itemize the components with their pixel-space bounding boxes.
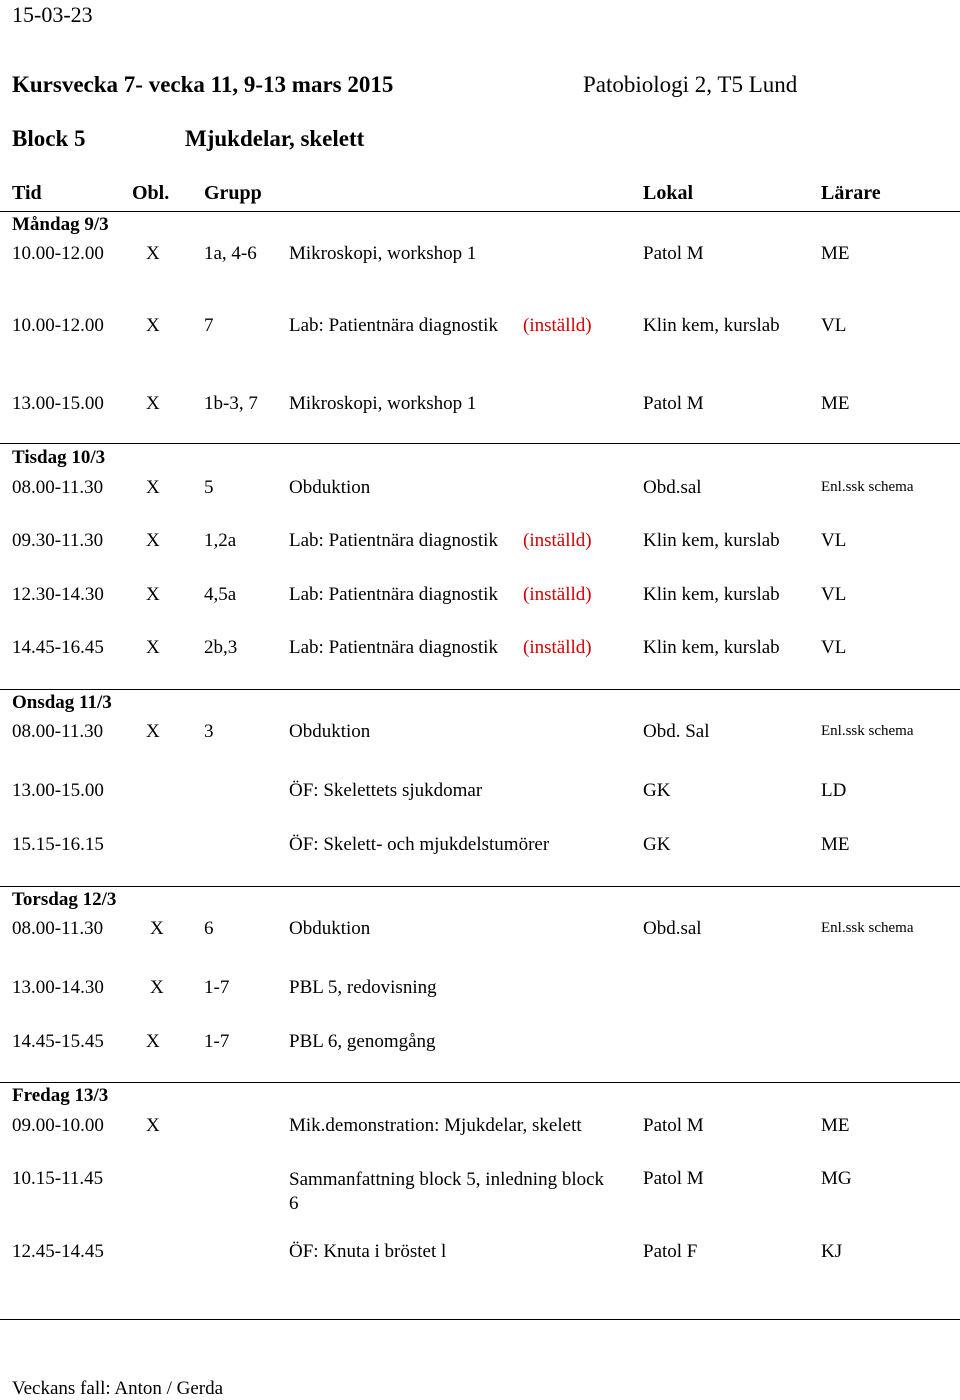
- row-time: 10.00-12.00: [12, 315, 104, 336]
- row-group: 1b-3, 7: [204, 393, 258, 414]
- row-activity: Mik.demonstration: Mjukdelar, skelett: [289, 1115, 582, 1136]
- document-date: 15-03-23: [12, 2, 93, 27]
- row-teacher: Enl.ssk schema: [821, 920, 914, 936]
- row-activity: Lab: Patientnära diagnostik: [289, 315, 498, 336]
- row-time: 09.00-10.00: [12, 1115, 104, 1136]
- row-activity: Lab: Patientnära diagnostik: [289, 637, 498, 658]
- block-name: Mjukdelar, skelett: [185, 126, 365, 151]
- row-obl: X: [146, 477, 160, 498]
- row-teacher: ME: [821, 834, 850, 855]
- divider: [0, 886, 960, 887]
- row-activity: Obduktion: [289, 477, 371, 498]
- row-activity: Lab: Patientnära diagnostik: [289, 584, 498, 605]
- row-obl: X: [146, 637, 160, 658]
- row-obl: X: [146, 393, 160, 414]
- day-heading-thursday: Torsdag 12/3: [12, 889, 117, 910]
- divider: [0, 689, 960, 690]
- row-activity: ÖF: Knuta i bröstet l: [289, 1241, 447, 1262]
- row-activity: PBL 6, genomgång: [289, 1031, 436, 1052]
- row-lokal: Obd.sal: [643, 477, 702, 498]
- row-time: 12.30-14.30: [12, 584, 104, 605]
- row-time: 14.45-15.45: [12, 1031, 104, 1052]
- row-lokal: Patol M: [643, 243, 704, 264]
- row-lokal: Patol F: [643, 1241, 698, 1262]
- day-heading-wednesday: Onsdag 11/3: [12, 692, 112, 713]
- row-time: 13.00-15.00: [12, 393, 104, 414]
- column-header-larare: Lärare: [821, 182, 881, 204]
- row-teacher: Enl.ssk schema: [821, 479, 914, 495]
- row-teacher: VL: [821, 315, 847, 336]
- row-group: 6: [204, 918, 214, 939]
- row-teacher: MG: [821, 1168, 852, 1189]
- row-teacher: VL: [821, 530, 847, 551]
- day-heading-tuesday: Tisdag 10/3: [12, 447, 106, 468]
- row-activity: Obduktion: [289, 721, 371, 742]
- divider: [0, 211, 960, 212]
- row-time: 12.45-14.45: [12, 1241, 104, 1262]
- row-group: 2b,3: [204, 637, 238, 658]
- row-obl: X: [150, 977, 164, 998]
- course-name: Patobiologi 2, T5 Lund: [583, 72, 798, 97]
- row-group: 3: [204, 721, 214, 742]
- row-obl: X: [146, 243, 160, 264]
- column-header-grupp: Grupp: [204, 182, 262, 204]
- row-activity: ÖF: Skelett- och mjukdelstumörer: [289, 834, 550, 855]
- row-activity: Lab: Patientnära diagnostik: [289, 530, 498, 551]
- row-obl: X: [146, 584, 160, 605]
- row-lokal: GK: [643, 780, 671, 801]
- row-group: 7: [204, 315, 214, 336]
- row-obl: X: [150, 918, 164, 939]
- divider: [0, 443, 960, 444]
- day-heading-monday: Måndag 9/3: [12, 214, 109, 235]
- divider: [0, 1082, 960, 1083]
- row-lokal: Patol M: [643, 1115, 704, 1136]
- row-activity: Obduktion: [289, 918, 371, 939]
- row-time: 09.30-11.30: [12, 530, 104, 551]
- row-group: 1-7: [204, 977, 230, 998]
- row-group: 5: [204, 477, 214, 498]
- row-group: 1-7: [204, 1031, 230, 1052]
- row-obl: X: [146, 1031, 160, 1052]
- column-header-lokal: Lokal: [643, 182, 694, 204]
- column-header-obl: Obl.: [132, 182, 170, 204]
- row-activity: Mikroskopi, workshop 1: [289, 243, 477, 264]
- row-lokal: Patol M: [643, 393, 704, 414]
- block-number: Block 5: [12, 126, 86, 151]
- row-activity: PBL 5, redovisning: [289, 977, 437, 998]
- cancelled-note: (inställd): [523, 584, 592, 605]
- row-time: 13.00-14.30: [12, 977, 104, 998]
- divider: [0, 1319, 960, 1320]
- column-header-tid: Tid: [12, 182, 42, 204]
- row-activity: Mikroskopi, workshop 1: [289, 393, 477, 414]
- row-teacher: ME: [821, 243, 850, 264]
- row-obl: X: [146, 1115, 160, 1136]
- row-obl: X: [146, 530, 160, 551]
- page-title: Kursvecka 7- vecka 11, 9-13 mars 2015: [12, 72, 394, 97]
- row-time: 10.00-12.00: [12, 243, 104, 264]
- cancelled-note: (inställd): [523, 637, 592, 658]
- row-teacher: VL: [821, 584, 847, 605]
- row-teacher: ME: [821, 1115, 850, 1136]
- row-lokal: GK: [643, 834, 671, 855]
- row-activity: Sammanfattning block 5, inledning block 6: [289, 1169, 605, 1214]
- row-lokal: Klin kem, kurslab: [643, 530, 780, 551]
- cancelled-note: (inställd): [523, 315, 592, 336]
- row-time: 08.00-11.30: [12, 477, 104, 498]
- row-lokal: Obd. Sal: [643, 721, 710, 742]
- row-time: 08.00-11.30: [12, 721, 104, 742]
- row-lokal: Klin kem, kurslab: [643, 637, 780, 658]
- row-teacher: LD: [821, 780, 847, 801]
- cancelled-note: (inställd): [523, 530, 592, 551]
- row-teacher: Enl.ssk schema: [821, 723, 914, 739]
- row-group: 1,2a: [204, 530, 237, 551]
- row-lokal: Klin kem, kurslab: [643, 584, 780, 605]
- weekly-case: Veckans fall: Anton / Gerda: [12, 1378, 224, 1399]
- row-time: 10.15-11.45: [12, 1168, 104, 1189]
- row-group: 1a, 4-6: [204, 243, 257, 264]
- row-group: 4,5a: [204, 584, 237, 605]
- day-heading-friday: Fredag 13/3: [12, 1085, 109, 1106]
- row-obl: X: [146, 721, 160, 742]
- row-time: 13.00-15.00: [12, 780, 104, 801]
- row-teacher: KJ: [821, 1241, 843, 1262]
- row-teacher: ME: [821, 393, 850, 414]
- row-time: 15.15-16.15: [12, 834, 104, 855]
- row-lokal: Patol M: [643, 1168, 704, 1189]
- row-teacher: VL: [821, 637, 847, 658]
- row-lokal: Obd.sal: [643, 918, 702, 939]
- row-activity: ÖF: Skelettets sjukdomar: [289, 780, 483, 801]
- row-time: 14.45-16.45: [12, 637, 104, 658]
- row-lokal: Klin kem, kurslab: [643, 315, 780, 336]
- row-time: 08.00-11.30: [12, 918, 104, 939]
- row-obl: X: [146, 315, 160, 336]
